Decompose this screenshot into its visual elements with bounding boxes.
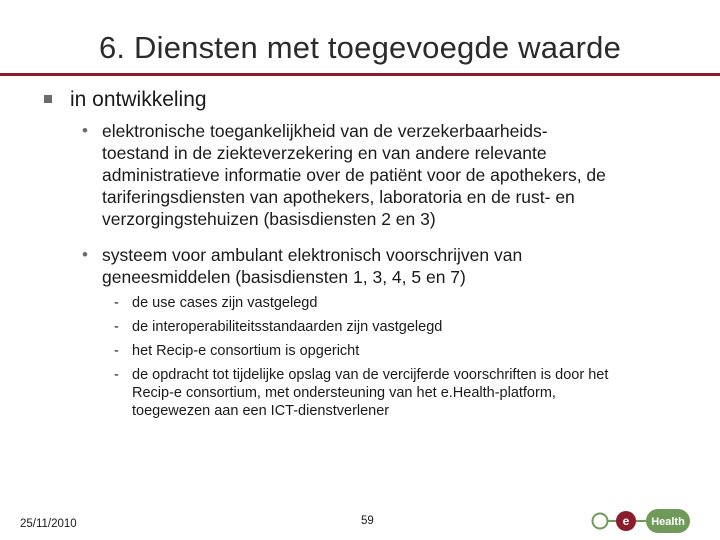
level2-line: administratieve informatie over de patiënt voor de apothekers, de: [102, 165, 606, 185]
ehealth-logo: [590, 506, 692, 536]
dash-bullet-icon: -: [114, 367, 119, 383]
level3-line: de opdracht tot tijdelijke opslag van de vercijferde voorschriften is door het: [132, 367, 609, 383]
level3-line: toegewezen aan een ICT-dienstverlener: [132, 403, 390, 419]
level2-line: systeem voor ambulant elektronisch voorschrijven van: [102, 245, 523, 265]
level2-item: [82, 120, 692, 230]
square-bullet-icon: [44, 95, 52, 103]
level1-label: in ontwikkeling: [70, 88, 207, 111]
dash-bullet-icon: -: [114, 343, 119, 359]
level2-line: toestand in de ziekteverzekering en van andere relevante: [102, 143, 547, 163]
level2-item: [82, 244, 692, 288]
dash-bullet-icon: -: [114, 319, 119, 335]
slide-title: 6. Diensten met toegevoegde waarde: [98, 30, 622, 65]
logo-ring-icon: [593, 514, 608, 529]
logo-e-letter: e: [622, 514, 630, 528]
level3-line: het Recip-e consortium is opgericht: [132, 343, 360, 359]
logo-health-word: Health: [651, 516, 685, 528]
page-number: 59: [361, 515, 374, 527]
bullet-dot-icon: •: [82, 245, 88, 264]
level3-item: [114, 366, 684, 420]
level3-item: [114, 342, 684, 360]
title-divider: [0, 73, 720, 76]
level3-line: de use cases zijn vastgelegd: [132, 295, 318, 311]
level3-line: de interoperabiliteitsstandaarden zijn vastgelegd: [132, 319, 443, 335]
level2-line: geneesmiddelen (basisdiensten 1, 3, 4, 5 en 7): [102, 267, 466, 287]
level3-item: [114, 294, 684, 312]
level2-line: verzorgingstehuizen (basisdiensten 2 en 3): [102, 209, 436, 229]
dash-bullet-icon: -: [114, 295, 119, 311]
level3-item: [114, 318, 684, 336]
bullet-dot-icon: •: [82, 121, 88, 140]
level2-line: tariferingsdiensten van apothekers, laboratoria en de rust- en: [102, 187, 575, 207]
level2-line: elektronische toegankelijkheid van de verzekerbaarheids-: [102, 121, 548, 141]
level3-line: Recip-e consortium, met ondersteuning van het e.Health-platform,: [132, 385, 556, 401]
footer-date: 25/11/2010: [20, 518, 77, 530]
